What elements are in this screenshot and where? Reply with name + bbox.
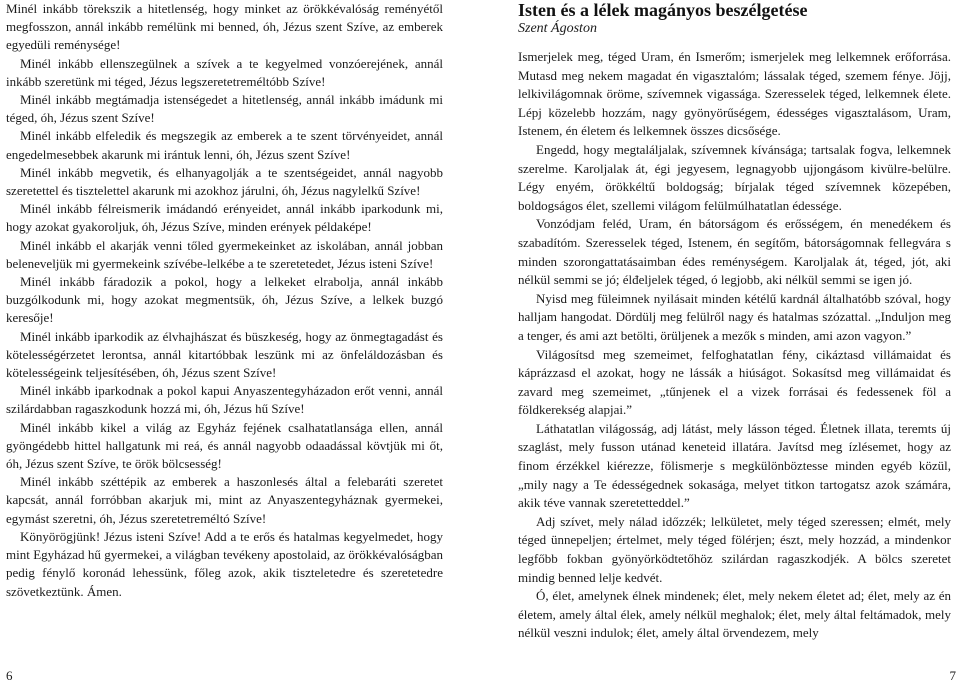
prayer-paragraph-5: Minél inkább megvetik, és elhanyagolják a te szentségeidet, annál nagyobb szeretettel és tisztelettel akarunk mi azokhoz járulni, óh, Jézus nagylelkű Szíve! [6,164,443,199]
body-paragraph-1: Ismerjelek meg, téged Uram, én Ismerőm; ismerjelek meg lelkemnek erőforrása. Mutasd meg nekem magadat én vigasztalóm; lássalak téged, szemem fénye. Jöjj, lelkivilágomnak öröme, szívemnek vigassága. Szeresselek téged, lelkemnek élete. Lépj közelebb hozzám, nagy gyönyörűségem, édességes vigasztalásom, Uram, Istenem, én életem és lelkemnek összes dicsősége. [518,49,951,139]
chapter-title: Isten és a lélek magányos beszélgetése [518,0,808,20]
prayer-paragraph-9: Minél inkább iparkodik az élvhajhászat és büszkeség, hogy az önmegtagadást és kötelességérzetet lerontsa, annál kitartóbbak leszünk mi az önfeláldozásban és kötelességeink teljesítésében, óh, Jézus szent Szíve! [6,328,443,381]
prayer-paragraph-10: Minél inkább iparkodnak a pokol kapui Anyaszentegyházadon erőt venni, annál szilárdabban ragaszkodunk hozzá mi, óh, Jézus hű Szíve! [6,383,443,417]
closing-prayer-paragraph: Könyörögjünk! Jézus isteni Szíve! Add a te erős és hatalmas kegyelmedet, hogy mint Egyházad hű gyermekei, a világban tevékeny apostolaid, az örökkévalóságban pedig fénylő koronád lehessünk, főleg azok, akik tiszteletedre és szeretetedre szövetkeztünk. Ámen. [6,528,443,599]
body-paragraph-4: Nyisd meg füleimnek nyilásait minden kétélű kardnál általhatóbb szóval, hogy halljam hangodat. Dördülj meg felülről nagy és hatalmas szózattal. „Induljon meg a tenger, és ami azt betölti, örüljenek a mezők s minden, ami azon vagyon.” [518,290,951,343]
prayer-paragraph-7: Minél inkább el akarják venni tőled gyermekeinket az iskolában, annál jobban beleneveljük mi gyermekeink szívébe-lelkébe a te szeretetedet, Jézus isteni Szíve! [6,237,443,271]
prayer-paragraph-11: Minél inkább kikel a világ az Egyház fejének csalhatatlansága ellen, annál gyöngédebb hittel hallgatunk mi reá, és annál nagyobb odaadással kövtjük mi őt, óh, Jézus szent Szíve, te örök bölcsesség! [6,419,443,472]
chapter-author: Szent Ágoston [518,21,597,36]
body-paragraph-2: Engedd, hogy megtaláljalak, szívemnek kívánsága; tartsalak fogva, lelkemnek szerelme. Karoljalak át, égi jegyesem, legnagyobb ujjongásom kivülre-belülre. Légy enyém, örökkéltű boldogság; bírjalak téged szívemnek közepében, boldogságos élet, szellemi világom felülmúlhatatlan édessége. [518,141,951,213]
right-page [480,0,960,686]
body-paragraph-7: Adj szívet, mely nálad időzzék; lelkületet, mely téged szeressen; elmét, mely téged ünnepeljen; értelmet, mely téged fölérjen; észt, mely hozzád, a mindenkor legfőbb fokban gyönyörködtetőhöz szilárdan ragaszkodjék. A bölcs szeretet mindig benned lelje kedvét. [518,513,951,585]
body-paragraph-6: Láthatatlan világosság, adj látást, mely lásson téged. Életnek illata, teremts új szaglást, mely fusson utánad keneteid illatára. Javítsd meg ízlésemet, hogy az finom érzékkel kiérezze, fölismerje s megkülönböztesse minden egyéb közül, „mily nagy a Te édességednek sokasága, melyet titkon tartogatsz azok számára, akik téve vannak szeretetteddel.” [518,420,951,511]
prayer-paragraph-12: Minél inkább széttépik az emberek a haszonlesés által a felebaráti szeretet kapcsát, annál forróbban akarjuk mi, mint az Anyaszentegyháznak gyermekei, egymást szeretni, óh, Jézus szeretetreméltó Szíve! [6,474,443,526]
right-page-text [518,0,951,643]
prayer-paragraph-6: Minél inkább félreismerik imádandó erényeidet, annál inkább iparkodunk mi, hogy azokat gyakoroljuk, óh, Jézus Szíve, minden erények példaképe! [6,201,443,235]
page-number-right: 7 [949,668,956,683]
body-paragraph-3: Vonzódjam feléd, Uram, én bátorságom és erősségem, én menedékem és szabadítóm. Szeresselek téged, Istenem, én segítőm, bátorságomnak fellegvára s minden szorongattatásaimban édes reménységem. Karoljalak át, téged, jót, aki nélkül semmi se jó; élđeljelek téged, ó legjobb, aki nélkül semmi se igen jó. [518,216,951,288]
prayer-paragraph-2: Minél inkább ellenszegülnek a szívek a te kegyelmed vonzóerejének, annál inkább szeretünk mi téged, Jézus legszeretetreméltóbb Szíve! [6,55,443,89]
prayer-paragraph-8: Minél inkább fáradozik a pokol, hogy a lelkeket elrabolja, annál inkább buzgólkodunk mi, hogy azokat megmentsük, óh, Jézus Szíve, a lelkek buzgó keresője! [6,274,443,326]
body-paragraph-5: Világosítsd meg szemeimet, felfoghatatlan fény, cikáztasd villámaidat és káprázzasd el azokat, hogy ne lássák a hiúságot. Sokasítsd meg villámaidat és zavard meg szemeimet, „tűnjenek el a vizek forrásai és fedessenek föl a földkerekség alapjai.” [518,346,951,418]
left-page-text [6,0,443,601]
prayer-paragraph-1: Minél inkább törekszik a hitetlenség, hogy minket az örökkévalóság reményétől megfosszon, annál inkább remélünk mi benned, óh, Jézus szent Szíve, az emberek egyedüli reménysége! [6,1,443,53]
prayer-paragraph-3: Minél inkább megtámadja istenségedet a hitetlenség, annál inkább imádunk mi téged, óh, Jézus szent Szíve! [6,92,443,126]
prayer-paragraph-4: Minél inkább elfeledik és megszegik az emberek a te szent törvényeidet, annál engedelmesebbek akarunk mi irántuk lenni, óh, Jézus szent Szíve! [6,128,443,162]
page-number-left: 6 [6,668,13,683]
body-paragraph-8: Ó, élet, amelynek élnek mindenek; élet, mely nekem életet ad; élet, mely az én életem, amely által élek, amely nélkül meghalok; élet, mely által feltámadok, mely nélkül veszni indulok; élet, amely által örvendezem, mely [518,588,951,641]
